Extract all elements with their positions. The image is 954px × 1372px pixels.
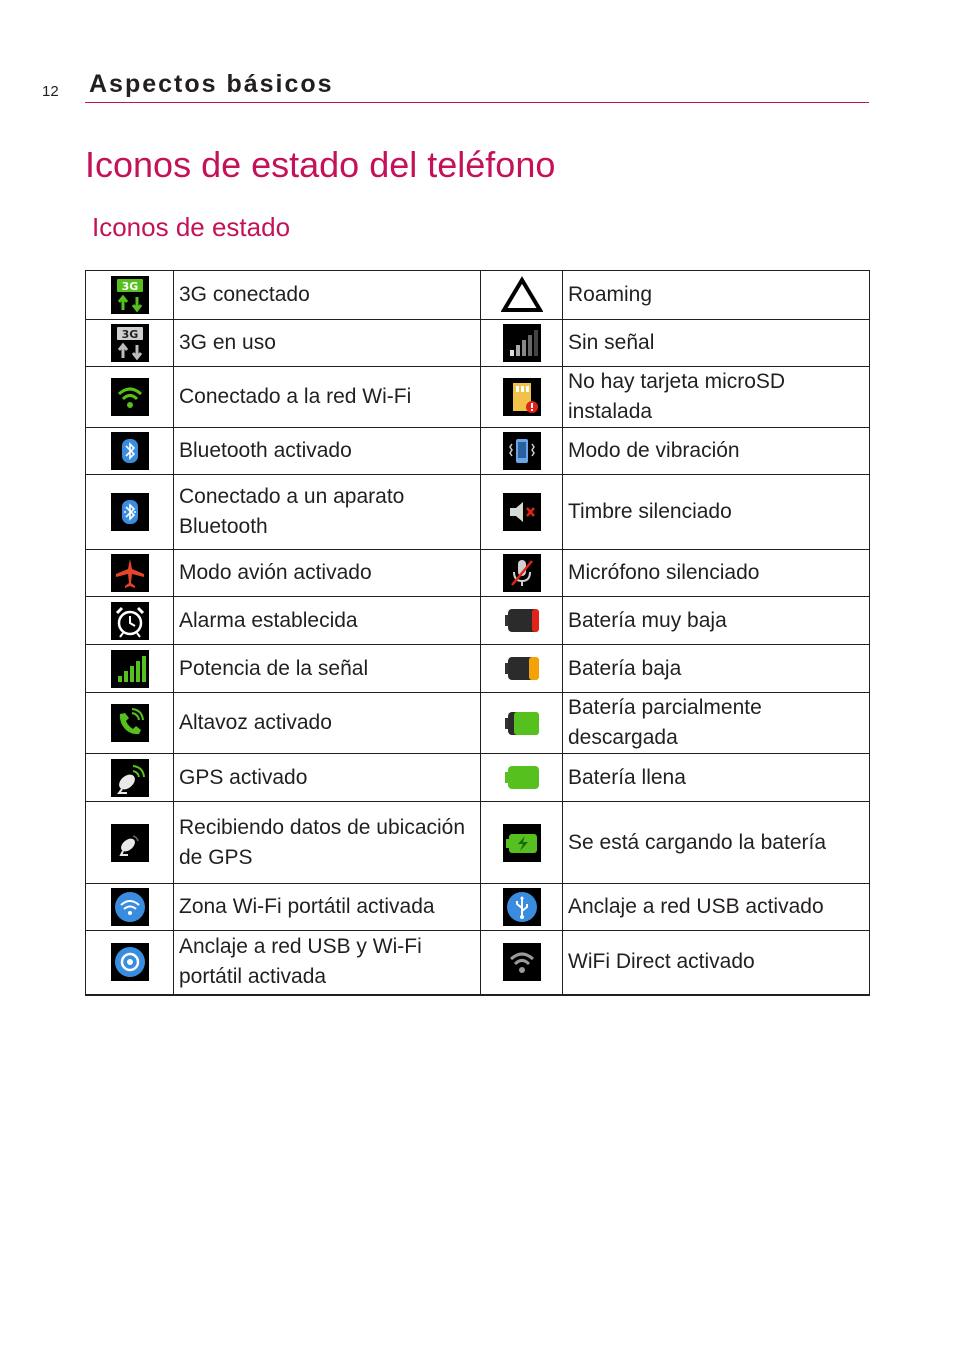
table-row	[86, 754, 870, 802]
signal-strength-icon	[111, 650, 149, 688]
table-row	[86, 367, 870, 428]
table-row	[86, 320, 870, 367]
status-description: Batería muy baja	[563, 597, 870, 645]
status-description: Alarma establecida	[174, 597, 481, 645]
status-description: Anclaje a red USB y Wi-Fi portátil activada	[174, 931, 481, 995]
status-description: Conectado a la red Wi-Fi	[174, 367, 481, 428]
table-row	[86, 271, 870, 320]
table-row	[86, 428, 870, 475]
status-description: Recibiendo datos de ubicación de GPS	[174, 802, 481, 884]
battery-full-icon	[505, 765, 539, 790]
status-description: Micrófono silenciado	[563, 550, 870, 597]
status-description: Altavoz activado	[174, 693, 481, 754]
status-description: Anclaje a red USB activado	[563, 884, 870, 931]
status-description: Batería llena	[563, 754, 870, 802]
status-description: Modo de vibración	[563, 428, 870, 475]
status-description: Batería baja	[563, 645, 870, 693]
status-description: Batería parcialmente descargada	[563, 693, 870, 754]
status-description: Conectado a un aparato Bluetooth	[174, 475, 481, 550]
gps-receiving-icon	[111, 824, 149, 862]
bluetooth-on-icon	[111, 432, 149, 470]
status-description: 3G conectado	[174, 271, 481, 320]
status-description: Roaming	[563, 271, 870, 320]
table-row	[86, 597, 870, 645]
status-description: Sin señal	[563, 320, 870, 367]
status-description: Se está cargando la batería	[563, 802, 870, 884]
status-description: 3G en uso	[174, 320, 481, 367]
status-description: Potencia de la señal	[174, 645, 481, 693]
header-rule	[85, 102, 869, 103]
table-row	[86, 931, 870, 995]
status-description: No hay tarjeta microSD instalada	[563, 367, 870, 428]
status-description: Bluetooth activado	[174, 428, 481, 475]
3g-label: 3G	[121, 280, 138, 293]
gps-on-icon	[111, 759, 149, 797]
page-number: 12	[42, 83, 59, 100]
speakerphone-icon	[111, 704, 149, 742]
ringer-silent-icon	[503, 493, 541, 531]
status-description: Modo avión activado	[174, 550, 481, 597]
table-row	[86, 884, 870, 931]
status-description: Zona Wi-Fi portátil activada	[174, 884, 481, 931]
status-icons-table	[85, 270, 870, 996]
no-signal-icon	[503, 324, 541, 362]
battery-partial-icon	[505, 711, 539, 736]
wifi-connected-icon	[111, 378, 149, 416]
usb-wifi-tethering-icon	[111, 943, 149, 981]
table-row	[86, 645, 870, 693]
3g-connected-icon	[111, 276, 149, 314]
3g-in-use-icon	[111, 324, 149, 362]
no-microsd-icon	[503, 378, 541, 416]
mic-muted-icon	[503, 554, 541, 592]
battery-charging-icon	[503, 824, 541, 862]
roaming-icon	[501, 276, 543, 314]
table-row	[86, 693, 870, 754]
usb-tethering-icon	[503, 888, 541, 926]
status-description: Timbre silenciado	[563, 475, 870, 550]
airplane-mode-icon	[111, 554, 149, 592]
battery-low-icon	[505, 656, 539, 681]
table-row	[86, 475, 870, 550]
page-title: Iconos de estado del teléfono	[85, 144, 556, 185]
alarm-icon	[111, 602, 149, 640]
vibrate-mode-icon	[503, 432, 541, 470]
section-subtitle: Iconos de estado	[92, 212, 291, 242]
battery-very-low-icon	[505, 608, 539, 633]
bluetooth-connected-icon	[111, 493, 149, 531]
table-row	[86, 802, 870, 884]
status-description: GPS activado	[174, 754, 481, 802]
section-header: Aspectos básicos	[89, 70, 334, 98]
3g-label: 3G	[121, 328, 138, 341]
table-row	[86, 550, 870, 597]
wifi-direct-icon	[503, 943, 541, 981]
status-description: WiFi Direct activado	[563, 931, 870, 995]
wifi-hotspot-icon	[111, 888, 149, 926]
